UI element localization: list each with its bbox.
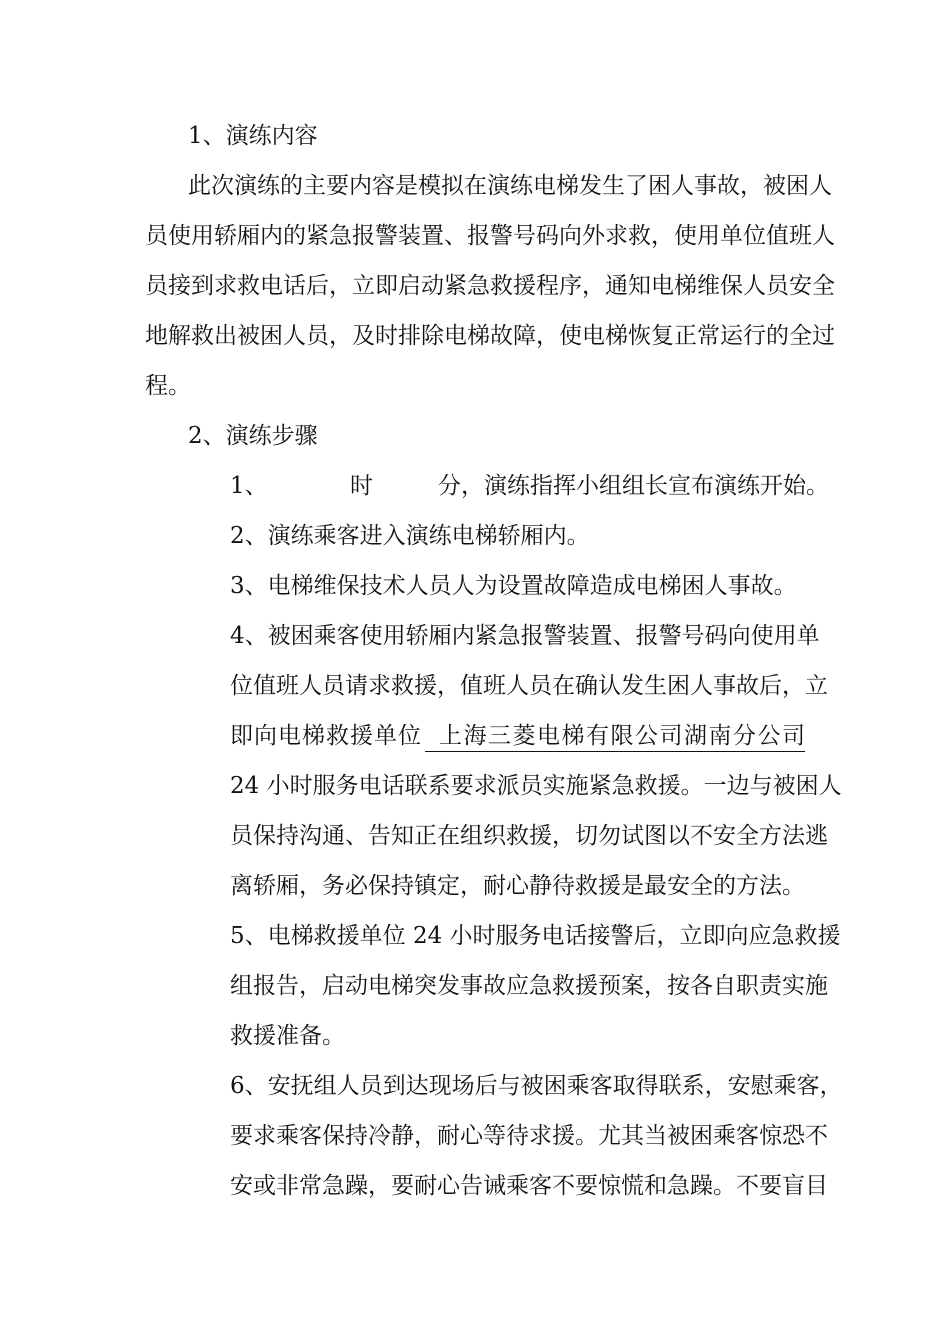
- section-heading-content: 1、演练内容: [188, 123, 318, 149]
- step-1-text: 分，演练指挥小组组长宣布演练开始。: [438, 473, 829, 499]
- paragraph-line: 员接到求救电话后，立即启动紧急救援程序，通知电梯维保人员安全: [145, 273, 835, 299]
- step-6-line: 安或非常急躁，要耐心告诫乘客不要惊慌和急躁。不要盲目: [230, 1173, 828, 1199]
- step-4-line: 离轿厢，务必保持镇定，耐心静待救援是最安全的方法。: [230, 873, 805, 899]
- rescue-company-name: 上海三菱电梯有限公司湖南分公司: [425, 721, 805, 752]
- step-5-line: 5、电梯救援单位 24 小时服务电话接警后，立即向应急救援: [230, 923, 841, 949]
- paragraph-line: 此次演练的主要内容是模拟在演练电梯发生了困人事故，被困人: [188, 173, 832, 199]
- paragraph-line: 地解救出被困人员，及时排除电梯故障，使电梯恢复正常运行的全过: [145, 323, 835, 349]
- step-1-number: 1、: [230, 473, 268, 499]
- step-5-line: 组报告，启动电梯突发事故应急救援预案，按各自职责实施: [230, 973, 828, 999]
- step-2-text: 2、演练乘客进入演练电梯轿厢内。: [230, 523, 590, 549]
- step-6-line: 要求乘客保持冷静，耐心等待求援。尤其当被困乘客惊恐不: [230, 1123, 828, 1149]
- step-4-line: 24 小时服务电话联系要求派员实施紧急救援。一边与被困人: [230, 773, 842, 799]
- section-heading-steps: 2、演练步骤: [188, 423, 318, 449]
- step-4-line: 位值班人员请求救援，值班人员在确认发生困人事故后，立: [230, 673, 828, 699]
- step-4-line: 4、被困乘客使用轿厢内紧急报警装置、报警号码向使用单: [230, 623, 820, 649]
- step-4-line: 员保持沟通、告知正在组织救援，切勿试图以不安全方法逃: [230, 823, 828, 849]
- step-4-line-prefix: 即向电梯救援单位: [230, 723, 422, 749]
- step-3-text: 3、电梯维保技术人员人为设置故障造成电梯困人事故。: [230, 573, 797, 599]
- step-5-line: 救援准备。: [230, 1023, 345, 1049]
- step-6-line: 6、安抚组人员到达现场后与被困乘客取得联系，安慰乘客，: [230, 1073, 843, 1099]
- paragraph-line: 程。: [145, 373, 191, 399]
- step-1-hour-label: 时: [350, 473, 373, 499]
- paragraph-line: 员使用轿厢内的紧急报警装置、报警号码向外求救，使用单位值班人: [145, 223, 835, 249]
- rescue-company-field: [425, 721, 805, 752]
